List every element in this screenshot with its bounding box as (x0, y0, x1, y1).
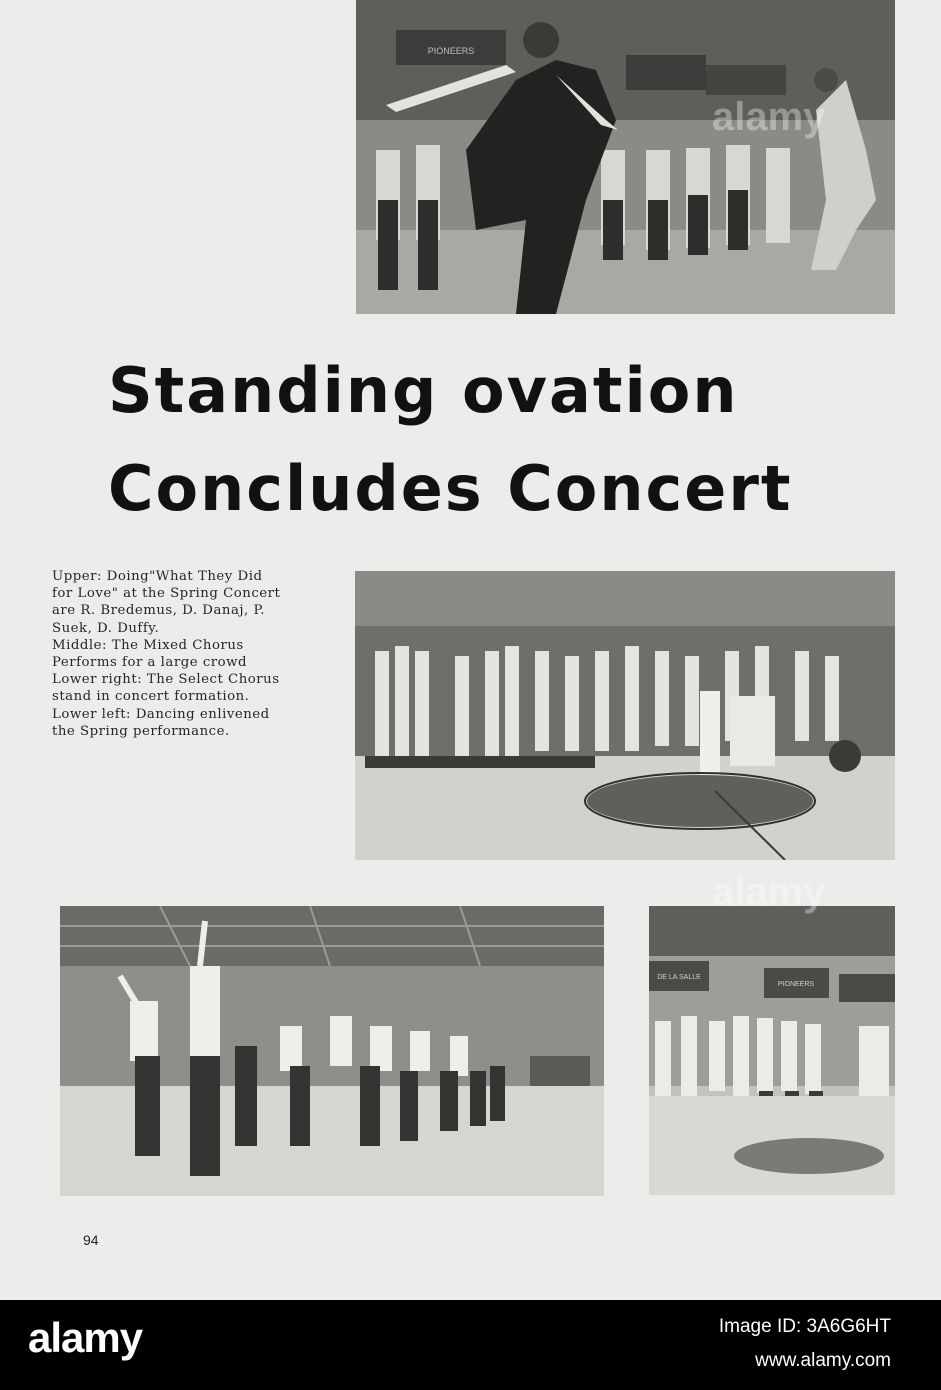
lower-right-banner-sign-2: PIONEERS (777, 981, 815, 988)
caption-line: Lower right: The Select Chorus (52, 672, 280, 688)
watermark-logo: alamy (712, 95, 826, 139)
caption-line: Suek, D. Duffy. (52, 620, 160, 636)
stock-footer (0, 1300, 941, 1390)
watermark-logo: alamy (712, 870, 826, 914)
caption-line: for Love" at the Spring Concert (52, 586, 281, 602)
upper-dance-photo (356, 0, 895, 314)
caption-line: Performs for a large crowd (52, 655, 248, 671)
middle-chorus-photo (355, 571, 895, 860)
headline-line-2: Concludes Concert (108, 452, 793, 525)
upper-banner-sign: PIONEERS (427, 46, 475, 56)
caption-line: the Spring performance. (52, 723, 230, 739)
headline-line-1: Standing ovation (108, 354, 739, 427)
lower-right-chorus-photo (649, 906, 895, 1195)
footer-logo: alamy (28, 1314, 143, 1361)
caption-line: stand in concert formation. (52, 689, 250, 705)
lower-left-dance-photo (60, 906, 604, 1196)
caption-line: Middle: The Mixed Chorus (52, 637, 244, 653)
caption-line: Upper: Doing"What They Did (52, 569, 263, 584)
lower-right-banner-sign-1: DE LA SALLE (657, 974, 701, 981)
caption-line: are R. Bredemus, D. Danaj, P. (52, 603, 265, 619)
page-number: 94 (83, 1232, 99, 1248)
footer-image-id: Image ID: 3A6G6HT (718, 1316, 891, 1337)
caption-line: Lower left: Dancing enlivened (52, 706, 270, 722)
footer-url: www.alamy.com (755, 1350, 891, 1371)
photo-caption (52, 568, 342, 740)
